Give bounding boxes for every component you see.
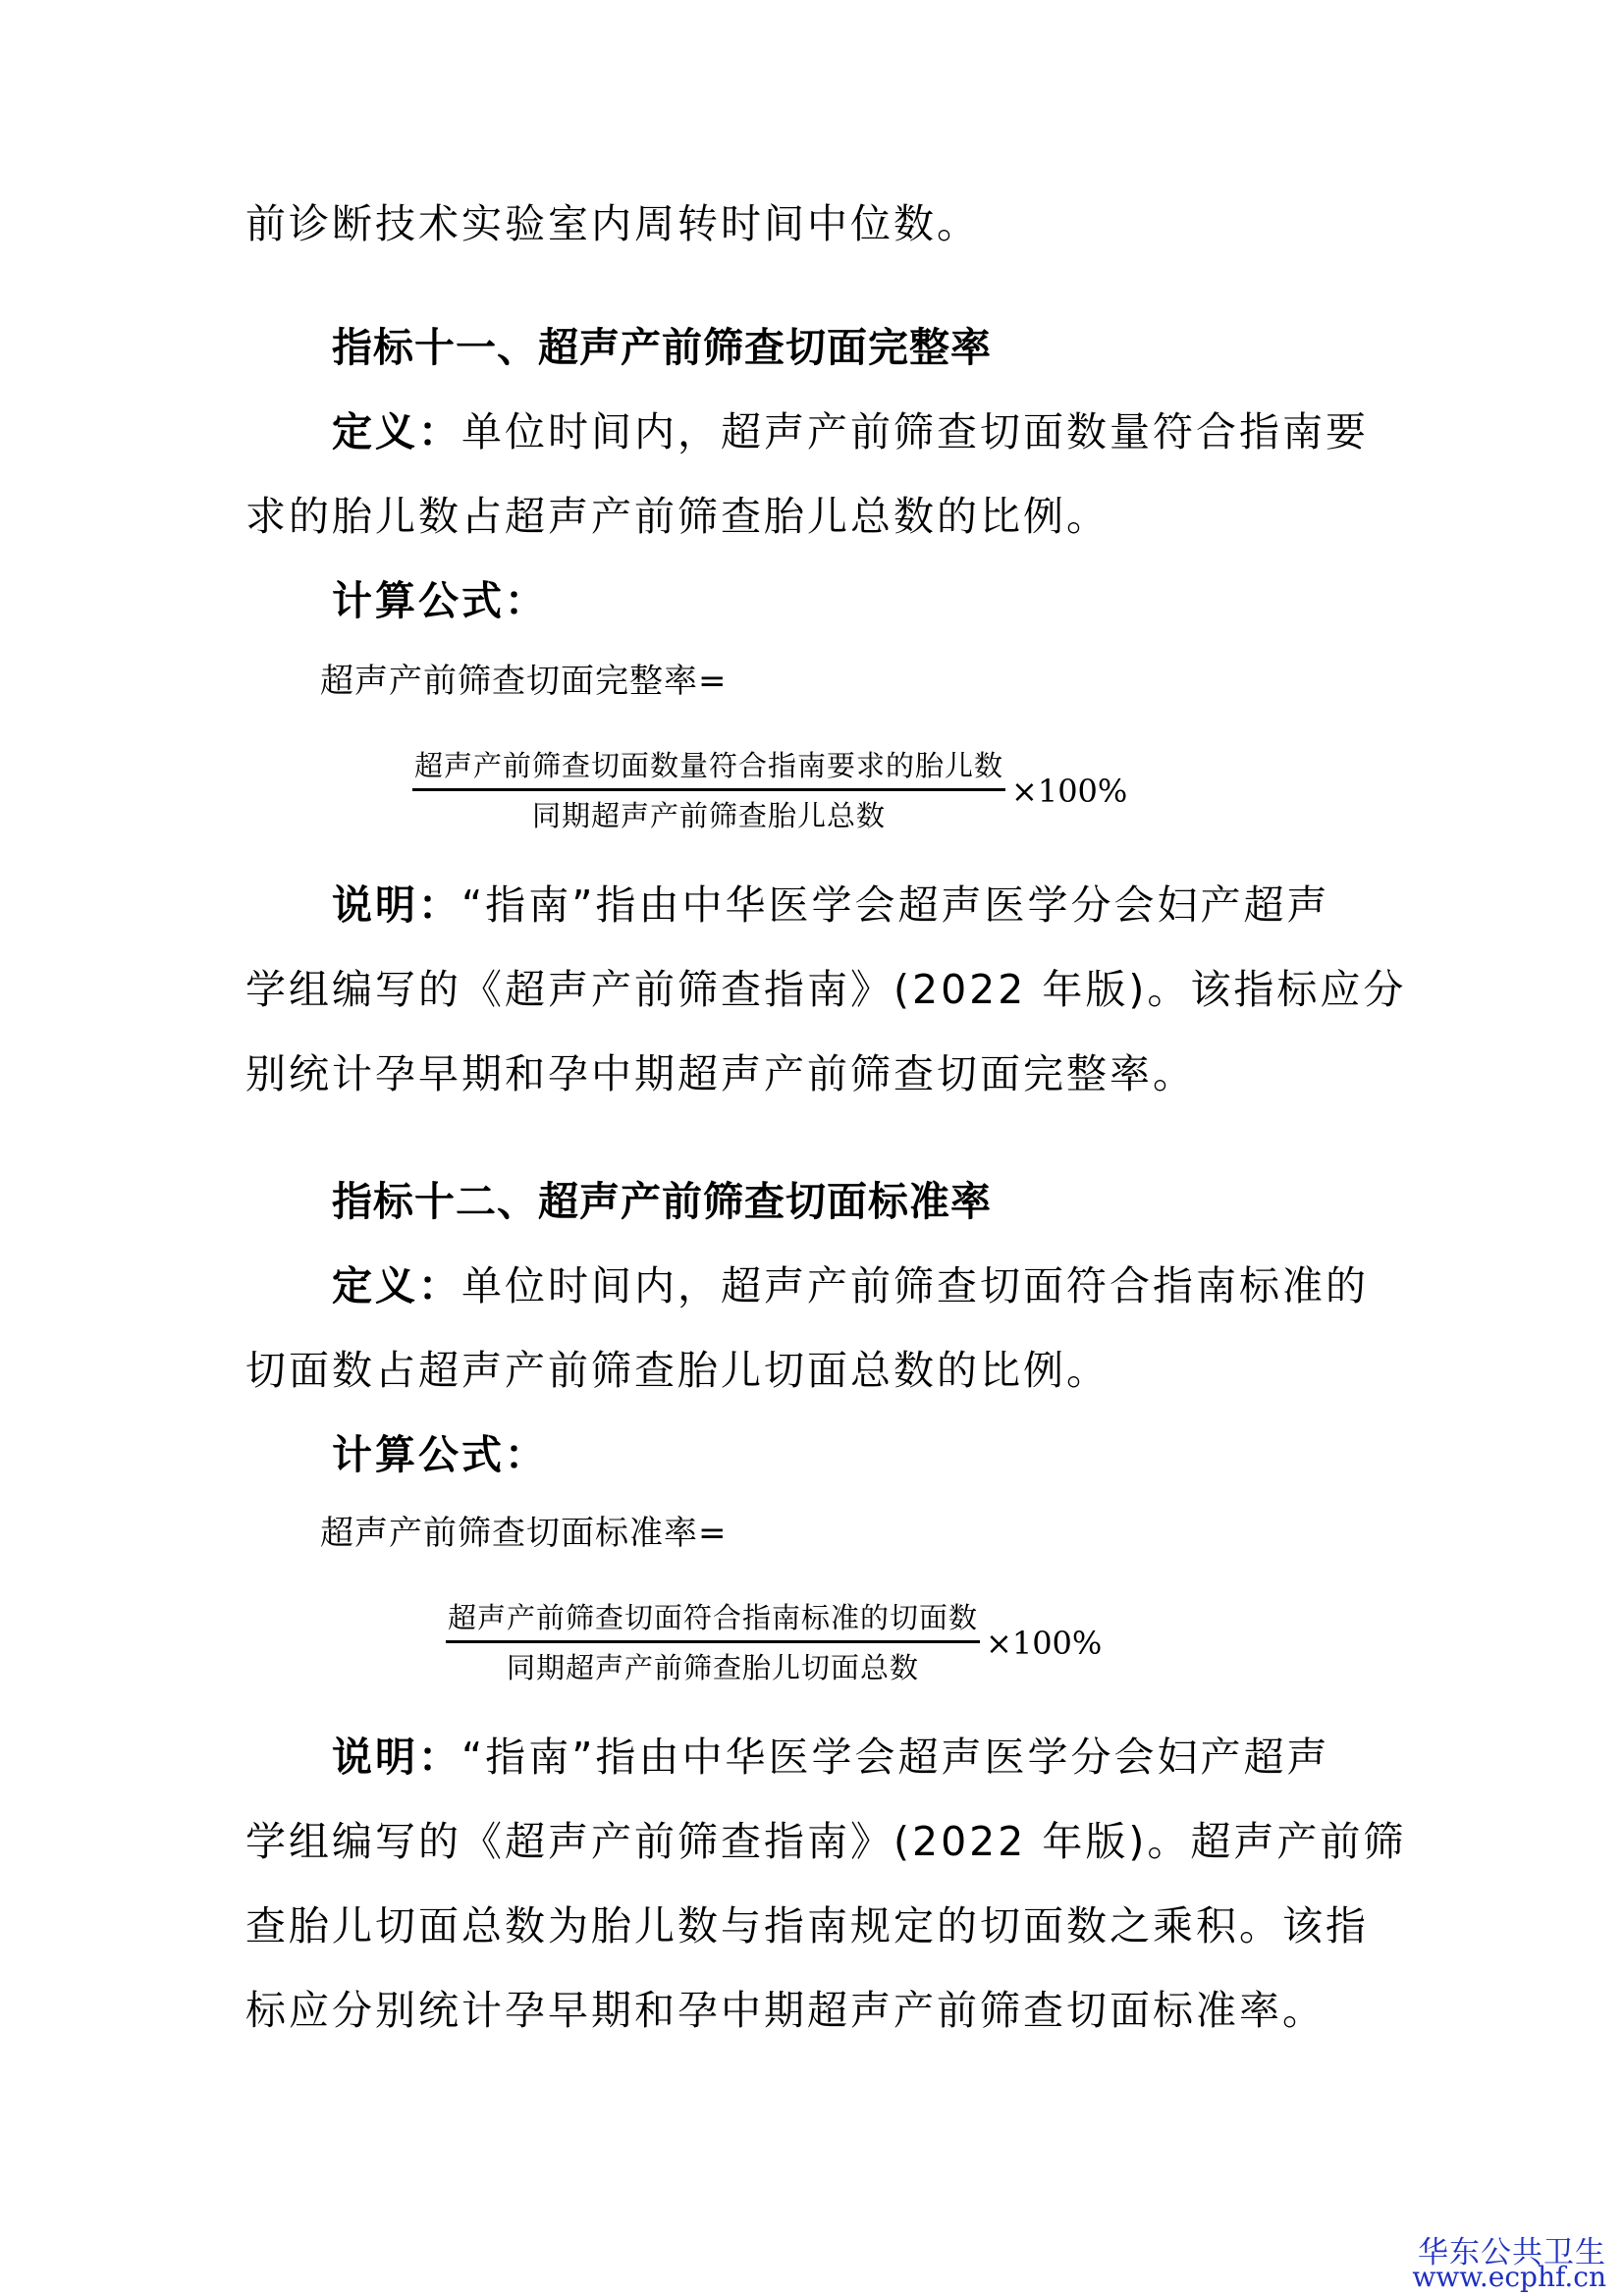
indicator-11-definition-line2: 求的胎儿数占超声产前筛查胎儿总数的比例。: [245, 493, 1110, 540]
definition-text: 单位时间内，超声产前筛查切面数量符合指南要: [461, 408, 1369, 455]
indicator-12-note-line3: 查胎儿切面总数为胎儿数与指南规定的切面数之乘积。该指: [245, 1902, 1369, 1949]
note-text: “指南”指由中华医学会超声医学分会妇产超声: [461, 1734, 1330, 1781]
indicator-12-formula-title: 超声产前筛查切面标准率=: [320, 1514, 728, 1553]
fraction-multiplier: ×100%: [1011, 772, 1128, 810]
indicator-12-definition-line1: [332, 1260, 1369, 1311]
definition-label: 定义：: [332, 408, 461, 455]
fraction-bar: [412, 788, 1005, 791]
definition-label: 定义：: [332, 1262, 461, 1309]
fraction-denominator: 同期超声产前筛查胎儿总数: [532, 799, 887, 832]
fraction-numerator: 超声产前筛查切面符合指南标准的切面数: [448, 1601, 979, 1634]
indicator-12-heading: 指标十二、超声产前筛查切面标准率: [332, 1178, 992, 1225]
indicator-11-formula: [412, 746, 1127, 835]
indicator-12-note-line2: 学组编写的《超声产前筛查指南》(2022 年版)。超声产前筛: [245, 1818, 1407, 1865]
fraction: [412, 746, 1005, 835]
fraction-multiplier: ×100%: [986, 1624, 1103, 1662]
fraction-bar: [446, 1640, 980, 1643]
fraction-numerator: 超声产前筛查切面数量符合指南要求的胎儿数: [414, 749, 1004, 782]
indicator-11-note-line2: 学组编写的《超声产前筛查指南》(2022 年版)。该指标应分: [245, 966, 1407, 1013]
indicator-11-heading: 指标十一、超声产前筛查切面完整率: [332, 324, 992, 371]
footer-url-link[interactable]: www.ecphf.cn: [1412, 2261, 1606, 2293]
indicator-11-formula-label: 计算公式：: [332, 577, 548, 624]
indicator-11-note-line1: [332, 880, 1329, 931]
indicator-12-formula: [446, 1598, 1102, 1687]
footer-site-name: 华东公共卫生: [1418, 2235, 1606, 2270]
indicator-11-note-line3: 别统计孕早期和孕中期超声产前筛查切面完整率。: [245, 1050, 1196, 1097]
note-label: 说明：: [332, 1734, 461, 1781]
indicator-11-definition-line1: [332, 406, 1369, 457]
indicator-12-formula-label: 计算公式：: [332, 1431, 548, 1478]
paragraph-continuation: 前诊断技术实验室内周转时间中位数。: [245, 200, 980, 247]
fraction-denominator: 同期超声产前筛查胎儿切面总数: [507, 1651, 920, 1684]
indicator-12-note-line1: [332, 1732, 1329, 1783]
indicator-12-definition-line2: 切面数占超声产前筛查胎儿切面总数的比例。: [245, 1347, 1110, 1394]
fraction: [446, 1598, 980, 1687]
note-label: 说明：: [332, 881, 461, 929]
indicator-11-formula-title: 超声产前筛查切面完整率=: [320, 662, 728, 701]
definition-text: 单位时间内，超声产前筛查切面符合指南标准的: [461, 1262, 1369, 1309]
indicator-12-note-line4: 标应分别统计孕早期和孕中期超声产前筛查切面标准率。: [245, 1987, 1326, 2034]
note-text: “指南”指由中华医学会超声医学分会妇产超声: [461, 881, 1330, 929]
